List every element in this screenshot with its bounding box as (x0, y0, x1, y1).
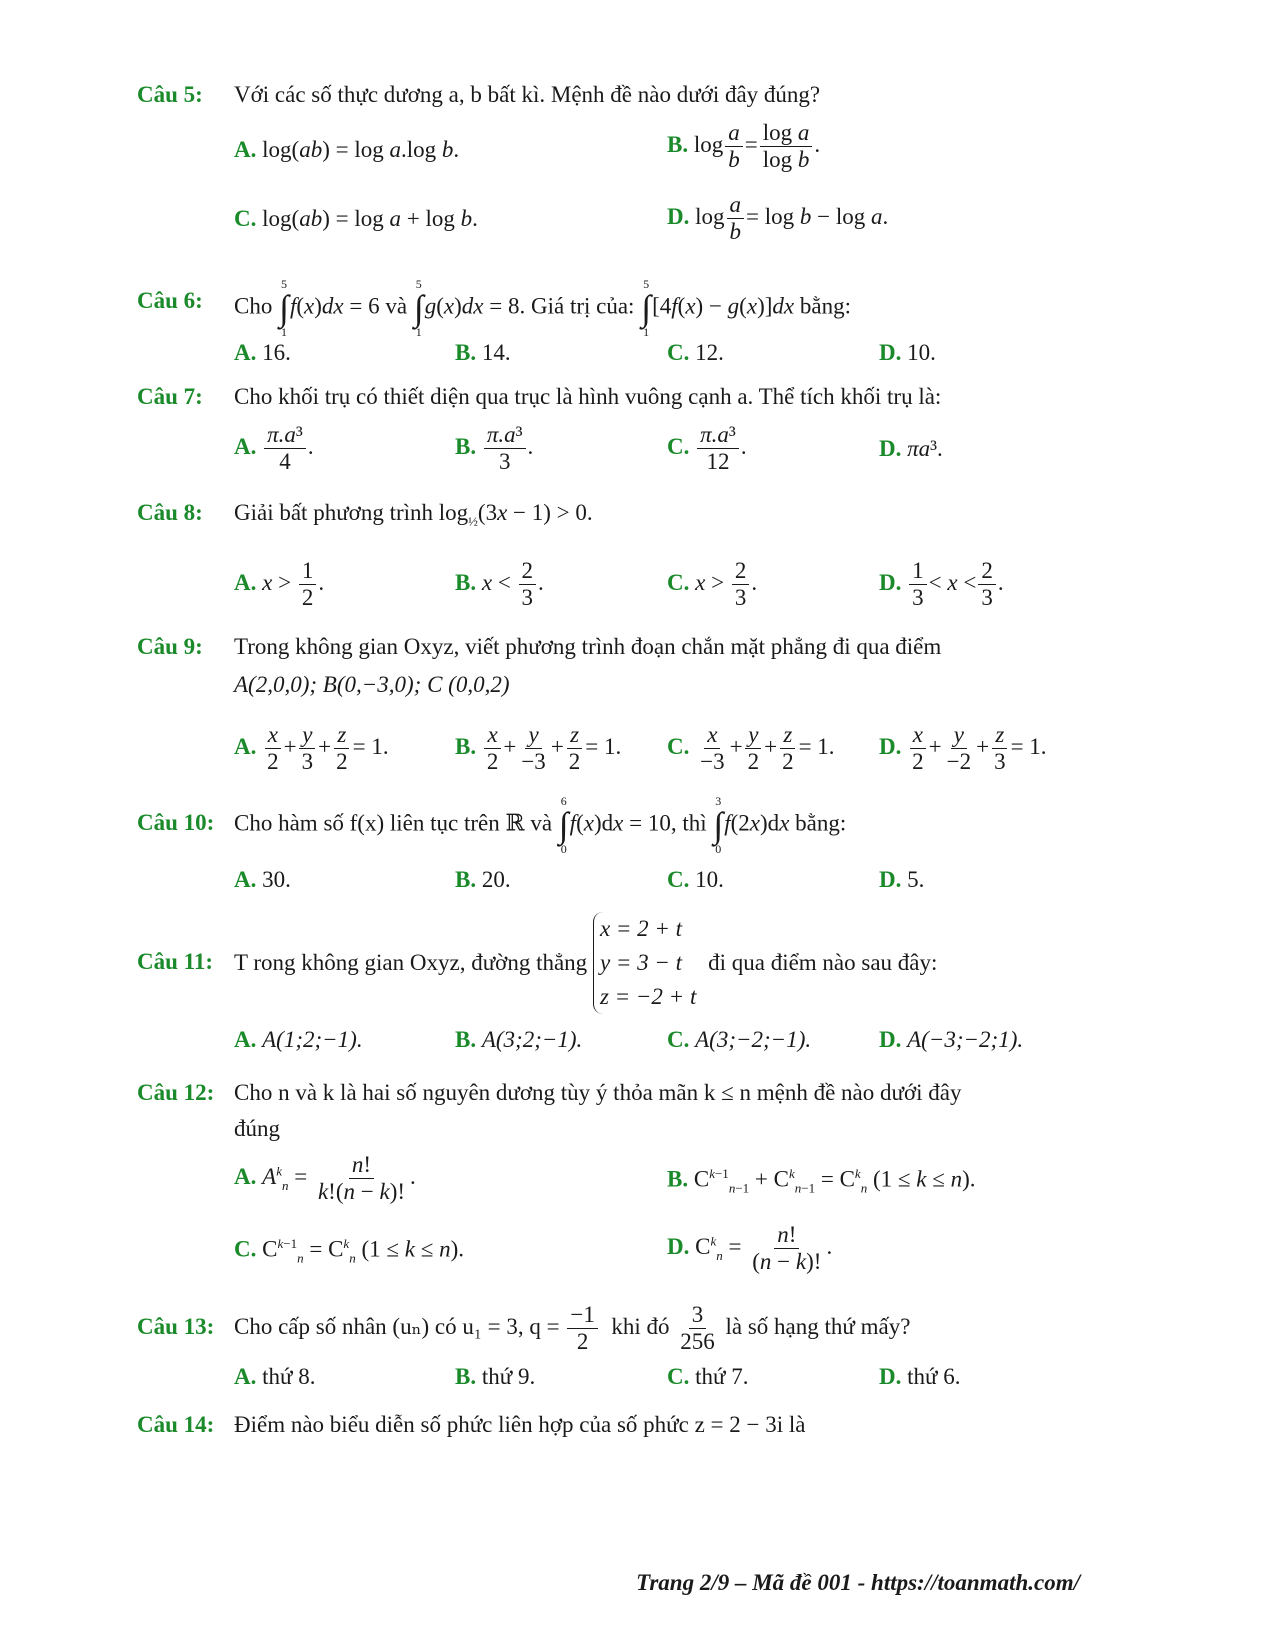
question-14 (137, 1412, 1137, 1452)
q11-text: T rong không gian Oxyz, đường thẳng x = 2 + t y = 3 − t z = −2 + t đi qua điểm nào sau đây: (234, 912, 1137, 1014)
q6-option-b[interactable]: B. 14. (455, 340, 511, 365)
q12-option-d[interactable]: D. $C^k_n$ = $\frac{n!}{(n - k)!}$ . (667, 1222, 833, 1275)
q13-label: Câu 13: (137, 1314, 215, 1339)
q5-label: Câu 5: (137, 82, 203, 107)
q8-option-d[interactable]: D. $\frac{1}{3}$ < x < $\frac{2}{3}$ . (879, 558, 1004, 611)
q5-option-d[interactable]: D. log $\frac{a}{b}$ = log b − log a. (667, 192, 889, 245)
q13-option-d[interactable]: D. thứ 6. (879, 1364, 961, 1389)
q12-option-c[interactable]: C. $C^{k-1}_n = C^k_n$ (1 ≤ k ≤ n). (234, 1236, 464, 1266)
q6-label: Câu 6: (137, 288, 203, 313)
q10-option-c[interactable]: C. 10. (667, 867, 724, 892)
q11-line-system: x = 2 + t y = 3 − t z = −2 + t (593, 912, 702, 1014)
q10-option-b[interactable]: B. 20. (455, 867, 511, 892)
q5-option-c[interactable]: C. log(ab) = log a + log b. (234, 206, 478, 231)
q13-option-b[interactable]: B. thứ 9. (455, 1364, 536, 1389)
q11-option-d[interactable]: D. A(−3;−2;1). (879, 1027, 1024, 1052)
q6-option-c[interactable]: C. 12. (667, 340, 724, 365)
q7-option-c[interactable]: C. $\frac{\text{π.a³}}{12}$ . (667, 422, 747, 475)
question-13 (137, 1302, 1137, 1402)
q13-text: Cho cấp số nhân (uₙ) có u₁ = 3, q = $\frac{-1}{2}$ khi đó $\frac{3}{256}$ là số hạng thứ mấy? (234, 1302, 911, 1355)
q6-text: Cho 5 ∫ 1 f(x)dx = 6 và 5 ∫ 1 g(x)dx = 8. Giá trị của: 5 ∫ 1 [4f(x) − g(x)]dx bằng: (234, 277, 851, 339)
q12-label: Câu 12: (137, 1080, 215, 1105)
q9-option-b[interactable]: B. $\frac{x}{2}$ + $\frac{y}{-3}$ + $\frac{z}{2}$ = 1. (455, 722, 622, 775)
q9-option-a[interactable]: A. $\frac{x}{2}$ + $\frac{y}{3}$ + $\frac{z}{2}$ = 1. (234, 722, 389, 775)
q7-text: Cho khối trụ có thiết diện qua trục là hình vuông cạnh a. Thể tích khối trụ là: (234, 384, 942, 409)
q10-option-d[interactable]: D. 5. (879, 867, 925, 892)
q11-option-a[interactable]: A. A(1;2;−1). (234, 1027, 363, 1052)
q13-option-a[interactable]: A. thứ 8. (234, 1364, 316, 1389)
q12-text: Cho n và k là hai số nguyên dương tùy ý thỏa mãn k ≤ n mệnh đề nào dưới đây (234, 1080, 962, 1105)
question-7 (137, 384, 1137, 484)
q12-text-cont: đúng (234, 1116, 280, 1141)
q7-option-d[interactable]: D. πa³. (879, 436, 943, 461)
question-6 (137, 278, 1137, 378)
q5-option-a[interactable]: A. log(ab) = log a.log b. (234, 137, 460, 162)
q9-option-c[interactable]: C. $\frac{x}{-3}$ + $\frac{y}{2}$ + $\frac{z}{2}$ = 1. (667, 722, 835, 775)
q9-option-d[interactable]: D. $\frac{x}{2}$ + $\frac{y}{-2}$ + $\frac{z}{3}$ = 1. (879, 722, 1047, 775)
q11-option-b[interactable]: B. A(3;2;−1). (455, 1027, 583, 1052)
page-footer: Trang 2/9 – Mã đề 001 - https://toanmath.com/ (636, 1570, 1080, 1595)
q12-option-b[interactable]: B. $C^{k-1}_{n-1} + C^k_{n-1} = C^k_n$ (1 ≤ k ≤ n). (667, 1166, 976, 1196)
q6-option-d[interactable]: D. 10. (879, 340, 936, 365)
q9-label: Câu 9: (137, 634, 203, 659)
q8-label: Câu 8: (137, 500, 203, 525)
q7-option-b[interactable]: B. $\frac{\text{π.a³}}{3}$ . (455, 422, 534, 475)
q14-label: Câu 14: (137, 1412, 215, 1437)
question-5 (137, 82, 1137, 252)
q12-option-a[interactable]: A. $A^k_n$ = $\frac{n!}{k!(n - k)!}$ . (234, 1152, 416, 1205)
q10-option-a[interactable]: A. 30. (234, 867, 291, 892)
q7-option-a[interactable]: A. $\frac{\text{π.a³}}{4}$ . (234, 422, 314, 475)
q5-text: Với các số thực dương a, b bất kì. Mệnh đề nào dưới đây đúng? (234, 82, 821, 107)
q11-label: Câu 11: (137, 949, 214, 974)
q8-option-c[interactable]: C. x > $\frac{2}{3}$ . (667, 558, 758, 611)
q5-option-b[interactable]: B. log $\frac{a}{b}$ = $\frac{\text{log a}}{\text{log b}}$ . (667, 120, 821, 173)
q9-text: Trong không gian Oxyz, viết phương trình đoạn chắn mặt phẳng đi qua điểm (234, 634, 942, 659)
q14-text: Điểm nào biểu diễn số phức liên hợp của số phức z = 2 − 3i là (234, 1412, 806, 1437)
q8-text: Giải bất phương trình $\log_{\frac{1}{2}}(3x - 1) > 0$. (234, 500, 593, 529)
q11-option-c[interactable]: C. A(3;−2;−1). (667, 1027, 812, 1052)
q8-option-a[interactable]: A. x > $\frac{1}{2}$ . (234, 558, 325, 611)
question-11 (137, 912, 1137, 1067)
question-12 (137, 1080, 1137, 1295)
q6-option-a[interactable]: A. 16. (234, 340, 291, 365)
q9-points: A(2,0,0); B(0,−3,0); C (0,0,2) (234, 672, 510, 697)
q10-text: Cho hàm số f(x) liên tục trên ℝ và 6 ∫ 0 f(x)dx = 10, thì 3 ∫ 0 f(2x)dx bằng: (234, 794, 847, 856)
question-10 (137, 795, 1137, 905)
q10-label: Câu 10: (137, 810, 215, 835)
question-9 (137, 634, 1137, 784)
q13-option-c[interactable]: C. thứ 7. (667, 1364, 749, 1389)
question-8 (137, 500, 1137, 620)
q8-option-b[interactable]: B. x < $\frac{2}{3}$ . (455, 558, 544, 611)
q7-label: Câu 7: (137, 384, 203, 409)
